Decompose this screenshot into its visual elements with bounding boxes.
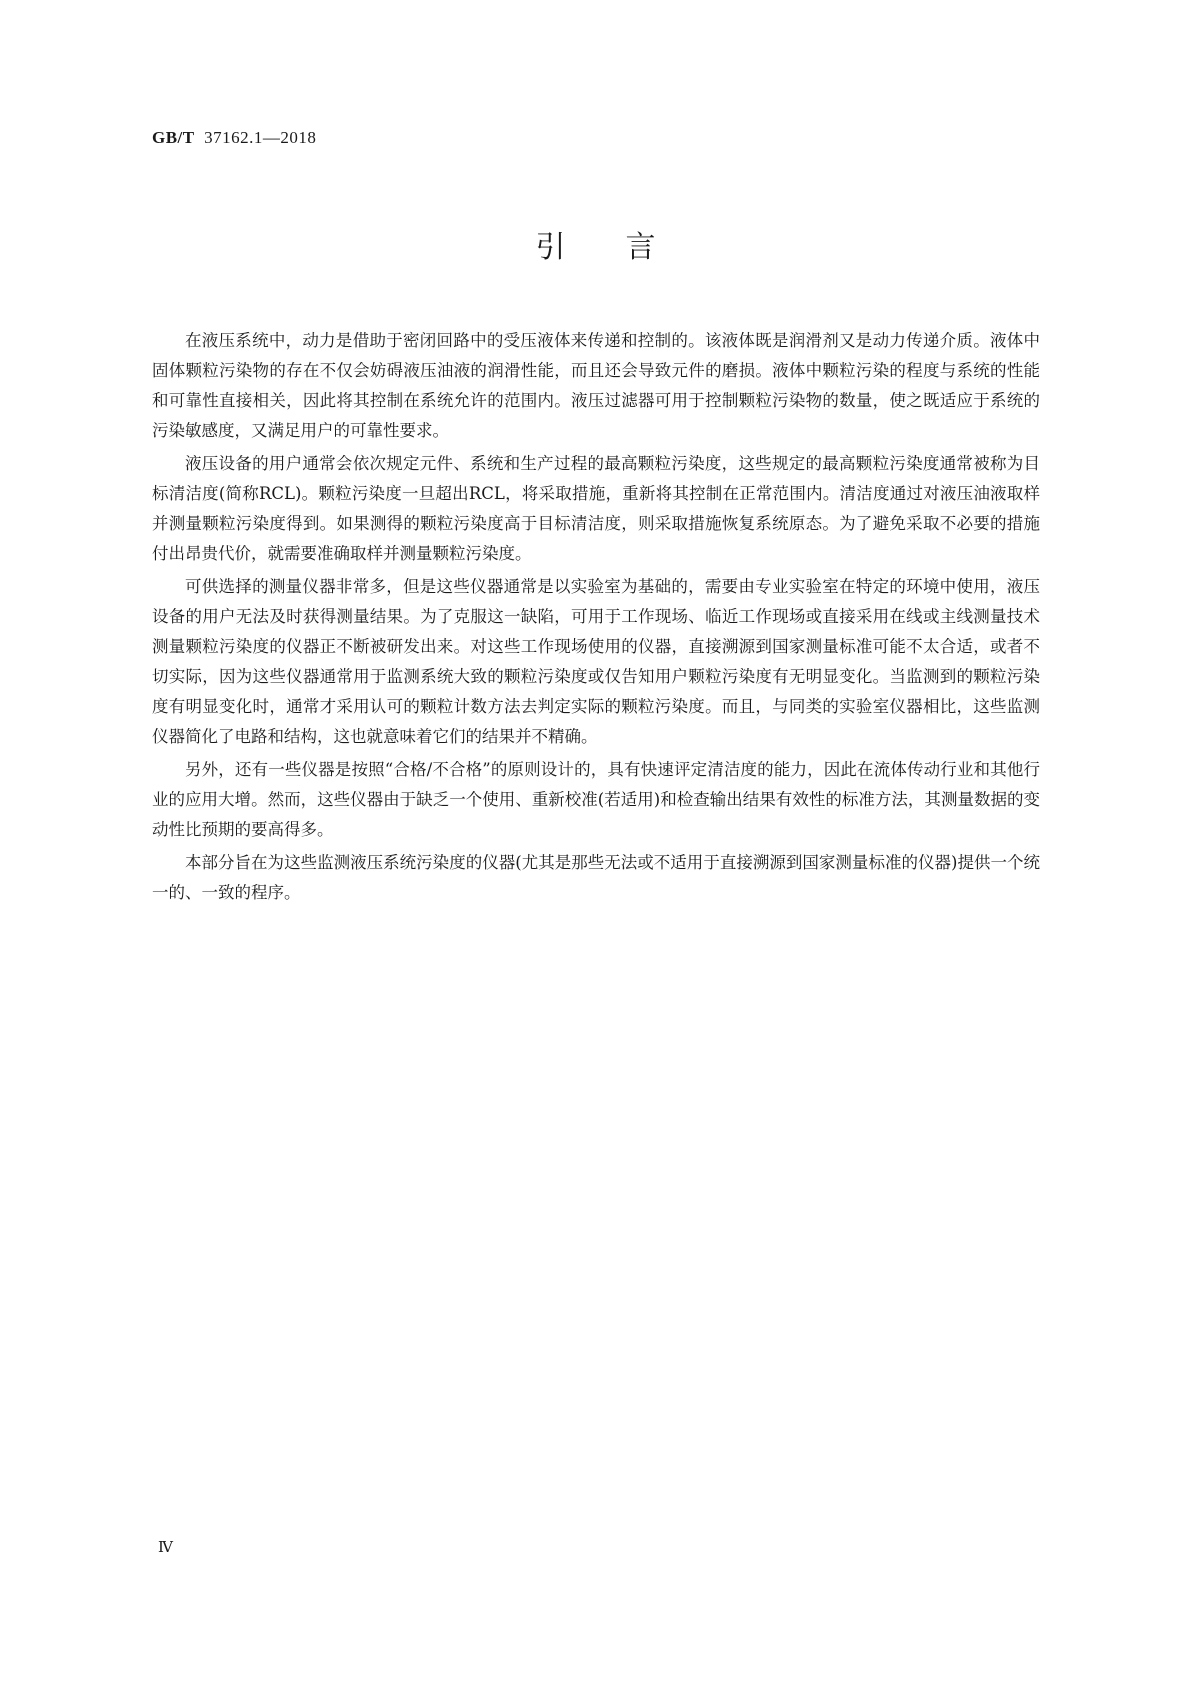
standard-year-number: 37162.1—2018 <box>204 128 317 147</box>
page-number: Ⅳ <box>158 1540 173 1556</box>
paragraph: 液压设备的用户通常会依次规定元件、系统和生产过程的最高颗粒污染度，这些规定的最高颗粒污染度通常被称为目标清洁度(简称RCL)。颗粒污染度一旦超出RCL，将采取措施，重新将其控制在正常范围内。清洁度通过对液压油液取样并测量颗粒污染度得到。如果测得的颗粒污染度高于目标清洁度，则采取措施恢复系统原态。为了避免采取不必要的措施付出昂贵代价，就需要准确取样并测量颗粒污染度。 <box>152 454 1040 563</box>
body-text <box>152 326 1040 911</box>
paragraph: 可供选择的测量仪器非常多，但是这些仪器通常是以实验室为基础的，需要由专业实验室在特定的环境中使用，液压设备的用户无法及时获得测量结果。为了克服这一缺陷，可用于工作现场、临近工作现场或直接采用在线或主线测量技术测量颗粒污染度的仪器正不断被研发出来。对这些工作现场使用的仪器，直接溯源到国家测量标准可能不太合适，或者不切实际，因为这些仪器通常用于监测系统大致的颗粒污染度或仅告知用户颗粒污染度有无明显变化。当监测到的颗粒污染度有明显变化时，通常才采用认可的颗粒计数方法去判定实际的颗粒污染度。而且，与同类的实验室仪器相比，这些监测仪器简化了电路和结构，这也就意味着它们的结果并不精确。 <box>152 577 1040 746</box>
section-title: 引言 <box>535 230 716 265</box>
paragraph: 本部分旨在为这些监测液压系统污染度的仪器(尤其是那些无法或不适用于直接溯源到国家测量标准的仪器)提供一个统一的、一致的程序。 <box>152 853 1040 902</box>
standard-code: GB/T <box>152 128 195 147</box>
paragraph: 在液压系统中，动力是借助于密闭回路中的受压液体来传递和控制的。该液体既是润滑剂又是动力传递介质。液体中固体颗粒污染物的存在不仅会妨碍液压油液的润滑性能，而且还会导致元件的磨损。液体中颗粒污染的程度与系统的性能和可靠性直接相关，因此将其控制在系统允许的范围内。液压过滤器可用于控制颗粒污染物的数量，使之既适应于系统的污染敏感度，又满足用户的可靠性要求。 <box>152 331 1040 440</box>
standard-number <box>152 128 316 148</box>
paragraph: 另外，还有一些仪器是按照“合格/不合格”的原则设计的，具有快速评定清洁度的能力，因此在流体传动行业和其他行业的应用大增。然而，这些仪器由于缺乏一个使用、重新校准(若适用)和检查输出结果有效性的标准方法，其测量数据的变动性比预期的要高得多。 <box>152 760 1040 839</box>
